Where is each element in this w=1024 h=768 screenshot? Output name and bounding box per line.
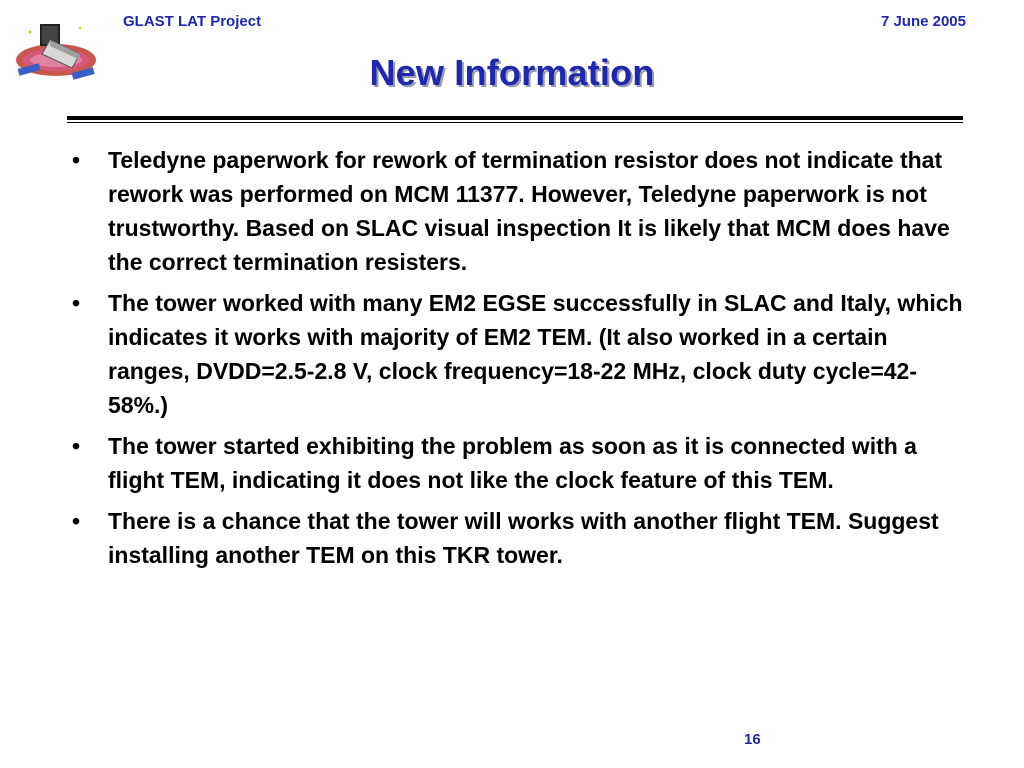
project-name: GLAST LAT Project [123, 13, 262, 30]
slide-title: New Information [369, 52, 655, 93]
bullet-item [72, 504, 972, 572]
bullet-icon: • [72, 147, 81, 173]
title-divider-thick [67, 116, 963, 120]
bullet-text: There is a chance that the tower will works with another flight TEM. Suggest installing another TEM on this TKR tower. [108, 508, 939, 568]
bullet-icon: • [72, 433, 81, 459]
bullet-text: The tower worked with many EM2 EGSE successfully in SLAC and Italy, which indicates it works with majority of EM2 TEM. (It also worked in a certain ranges, DVDD=2.5-2.8 V, clock frequency=18-22 MHz, clock duty cycle=42-58%.) [108, 290, 963, 418]
bullet-item [72, 286, 972, 422]
presentation-date: 7 June 2005 [880, 13, 966, 30]
bullet-icon: • [72, 290, 81, 316]
title-divider-thin [67, 122, 963, 123]
page-number: 16 [744, 731, 761, 748]
bullet-text: The tower started exhibiting the problem as soon as it is connected with a flight TEM, indicating it does not like the clock feature of this TEM. [108, 433, 917, 493]
bullet-text: Teledyne paperwork for rework of termination resistor does not indicate that rework was performed on MCM 11377. However, Teledyne paperwork is not trustworthy. Based on SLAC visual inspection It is likely that MCM does have the correct termination resisters. [108, 147, 950, 275]
bullet-list [72, 143, 972, 579]
bullet-item [72, 143, 972, 279]
bullet-icon: • [72, 508, 81, 534]
bullet-item [72, 429, 972, 497]
